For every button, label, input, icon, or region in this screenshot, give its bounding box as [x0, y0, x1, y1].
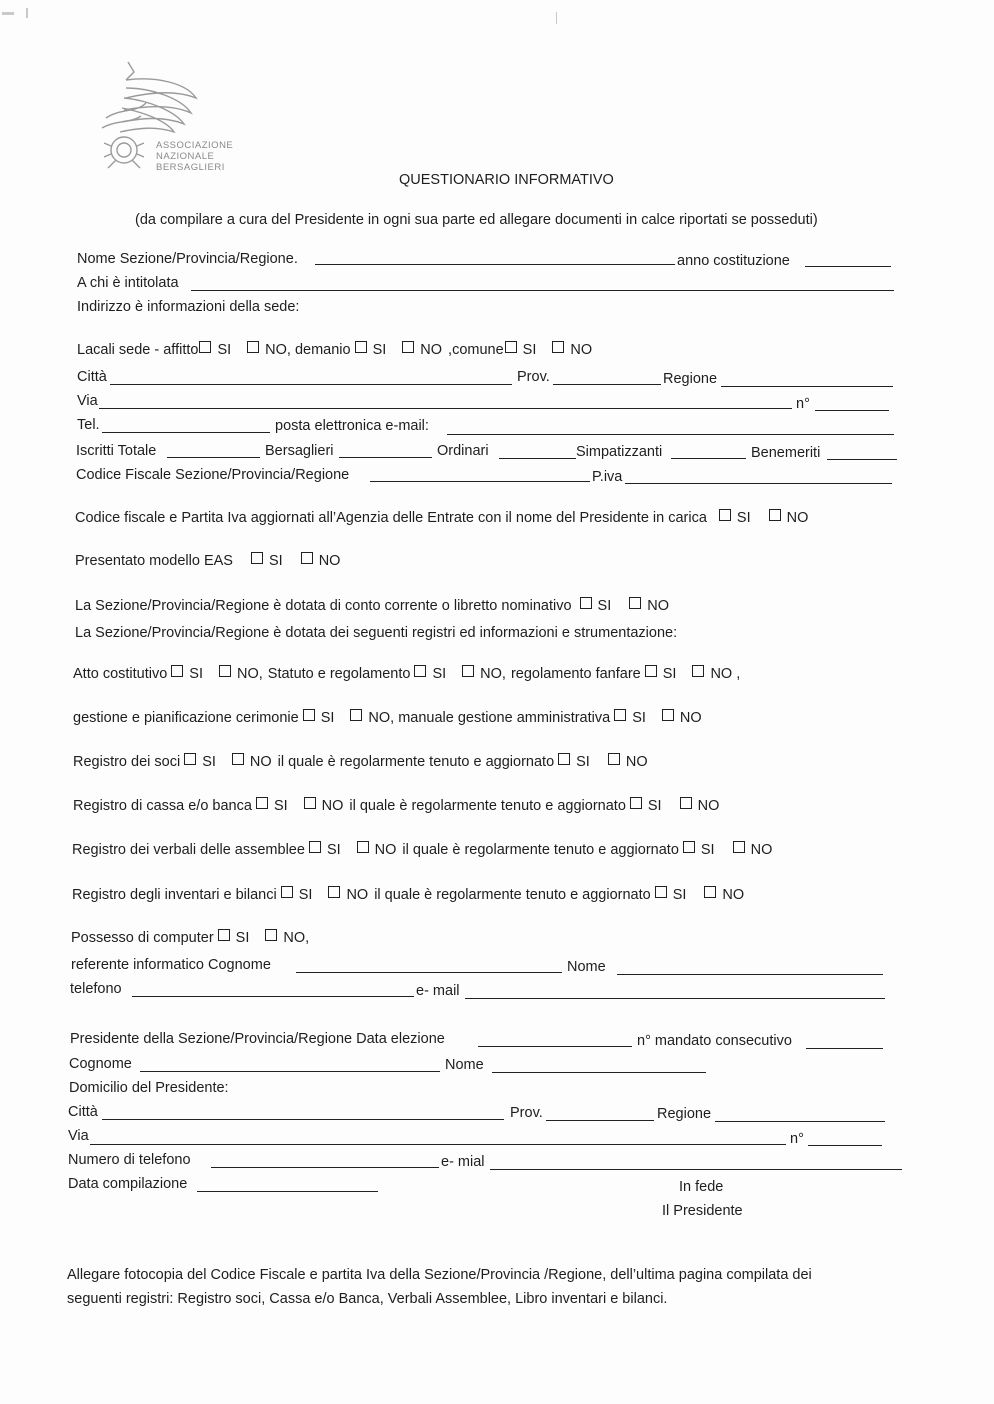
field-bersaglieri[interactable]	[339, 457, 432, 458]
form-subtitle: (da compilare a cura del Presidente in ogni sua parte ed allegare documenti in calce riportati se posseduti)	[135, 212, 818, 228]
field-presidente-prov[interactable]	[546, 1120, 654, 1121]
field-numero[interactable]	[815, 410, 889, 411]
label-anno-costituzione: anno costituzione	[677, 253, 790, 269]
label-registro-soci: Registro dei soci	[73, 754, 181, 770]
field-presidente-via[interactable]	[90, 1144, 786, 1145]
field-prov[interactable]	[553, 384, 661, 385]
checkbox-manuale-si[interactable]	[614, 709, 626, 721]
option-si: SI	[298, 887, 313, 903]
checkbox-inventari-tenuto-si[interactable]	[655, 886, 667, 898]
row-aggiornati	[75, 509, 808, 527]
option-no: NO	[570, 342, 593, 358]
label-aggiornati: Codice fiscale e Partita Iva aggiornati all’Agenzia delle Entrate con il nome del Presidente in carica	[75, 510, 707, 526]
checkbox-eas-si[interactable]	[251, 552, 263, 564]
option-no: NO	[697, 798, 720, 814]
label-demanio: , demanio	[286, 342, 351, 358]
label-data-compilazione: Data compilazione	[68, 1176, 188, 1192]
label-numero: n°	[796, 396, 810, 412]
option-si: SI	[522, 342, 537, 358]
option-si: SI	[326, 842, 341, 858]
label-ordinari: Ordinari	[437, 443, 489, 459]
option-no: NO	[346, 887, 369, 903]
field-intitolata[interactable]	[191, 290, 894, 291]
field-presidente-cognome[interactable]	[140, 1071, 440, 1072]
label-simpatizzanti: Simpatizzanti	[576, 444, 663, 460]
field-anno-costituzione[interactable]	[805, 266, 891, 267]
label-eas: Presentato modello EAS	[75, 553, 233, 569]
checkbox-atto-si[interactable]	[171, 665, 183, 677]
label-email2: e- mial	[441, 1154, 485, 1170]
option-si: SI	[273, 798, 288, 814]
label-computer: Possesso di computer	[71, 930, 214, 946]
option-no: NO	[265, 342, 287, 358]
option-no: NO	[750, 842, 773, 858]
option-no-comma: NO,	[480, 666, 506, 682]
form-title: QUESTIONARIO INFORMATIVO	[399, 172, 614, 188]
label-conto-corrente: La Sezione/Provincia/Regione è dotata di conto corrente o libretto nominativo	[75, 598, 572, 614]
label-via: Via	[77, 393, 98, 409]
field-telefono[interactable]	[132, 996, 414, 997]
row-eas	[75, 552, 340, 570]
checkbox-inventari-si[interactable]	[281, 886, 293, 898]
logo-text	[156, 140, 233, 173]
option-si: SI	[189, 666, 203, 682]
option-no: NO	[318, 553, 341, 569]
label-email: e- mail	[416, 983, 460, 999]
label-tenuto: il quale è regolarmente tenuto e aggiornato	[374, 887, 651, 903]
option-no-comma: NO,	[283, 930, 310, 946]
option-si: SI	[672, 887, 687, 903]
option-no: NO	[368, 710, 391, 726]
label-posta: posta elettronica e-mail:	[275, 418, 429, 434]
row-registro-verbali	[72, 841, 772, 859]
checkbox-manuale-no[interactable]	[662, 709, 674, 721]
label-nome: Nome	[567, 959, 606, 975]
option-si: SI	[320, 710, 335, 726]
label-registro-cassa: Registro di cassa e/o banca	[73, 798, 252, 814]
option-no: NO	[722, 887, 745, 903]
label-presidente: Presidente della Sezione/Provincia/Regione Data elezione	[70, 1031, 445, 1047]
scan-mark	[2, 12, 14, 15]
row-cerimonie	[73, 709, 702, 727]
field-referente-nome[interactable]	[617, 974, 883, 975]
option-si: SI	[268, 553, 283, 569]
field-presidente-numero[interactable]	[808, 1145, 882, 1146]
label-nome-sezione: Nome Sezione/Provincia/Regione.	[77, 251, 298, 267]
option-no: NO	[625, 754, 648, 770]
checkbox-demanio-no[interactable]	[402, 341, 414, 353]
option-no-comma: NO,	[237, 666, 263, 682]
option-si: SI	[662, 666, 677, 682]
row-locali-sede	[77, 341, 592, 359]
label-manuale: , manuale gestione amministrativa	[390, 710, 611, 726]
label-regione: Regione	[663, 371, 718, 387]
field-tel[interactable]	[102, 432, 270, 433]
label-referente: referente informatico Cognome	[71, 957, 271, 973]
checkbox-cassa-tenuto-no[interactable]	[680, 797, 692, 809]
label-prov: Prov.	[510, 1105, 543, 1121]
checkbox-inventari-no[interactable]	[328, 886, 340, 898]
label-benemeriti: Benemeriti	[751, 445, 821, 461]
label-cerimonie: gestione e pianificazione cerimonie	[73, 710, 299, 726]
option-si: SI	[372, 342, 387, 358]
label-statuto: Statuto e regolamento	[267, 666, 411, 682]
checkbox-cassa-tenuto-si[interactable]	[630, 797, 642, 809]
scan-mark	[26, 8, 28, 18]
logo-line: ASSOCIAZIONE	[156, 140, 234, 151]
label-indirizzo: Indirizzo è informazioni della sede:	[77, 299, 300, 315]
checkbox-conto-si[interactable]	[580, 597, 592, 609]
label-prov: Prov.	[517, 369, 550, 385]
option-no: NO	[420, 342, 443, 358]
checkbox-inventari-tenuto-no[interactable]	[704, 886, 716, 898]
checkbox-statuto-si[interactable]	[414, 665, 426, 677]
label-tenuto: il quale è regolarmente tenuto e aggiornato	[349, 798, 626, 814]
label-atto: Atto costitutivo	[73, 666, 168, 682]
field-simpatizzanti[interactable]	[671, 458, 746, 459]
checkbox-verbali-tenuto-no[interactable]	[733, 841, 745, 853]
option-si: SI	[576, 754, 590, 770]
field-email[interactable]	[465, 998, 885, 999]
checkbox-cassa-si[interactable]	[256, 797, 268, 809]
label-piva: P.iva	[592, 469, 623, 485]
checkbox-verbali-si[interactable]	[309, 841, 321, 853]
checkbox-verbali-no[interactable]	[357, 841, 369, 853]
label-via: Via	[68, 1128, 89, 1144]
label-nome: Nome	[445, 1057, 484, 1073]
field-via[interactable]	[99, 408, 792, 409]
option-si: SI	[736, 510, 751, 526]
checkbox-soci-si[interactable]	[184, 753, 196, 765]
checkbox-aggiornati-si[interactable]	[719, 509, 731, 521]
checkbox-affitto-no[interactable]	[247, 341, 259, 353]
field-presidente-nome[interactable]	[492, 1072, 706, 1073]
field-benemeriti[interactable]	[827, 459, 897, 460]
label-regione: Regione	[657, 1106, 712, 1122]
association-logo	[96, 58, 246, 183]
field-numero-telefono[interactable]	[211, 1167, 439, 1168]
option-si: SI	[432, 666, 447, 682]
label-registro-verbali: Registro dei verbali delle assemblee	[72, 842, 305, 858]
field-regione[interactable]	[721, 386, 893, 387]
checkbox-comune-no[interactable]	[552, 341, 564, 353]
label-registro-inventari: Registro degli inventari e bilanci	[72, 887, 277, 903]
label-tel: Tel.	[77, 417, 100, 433]
label-citta: Città	[77, 369, 107, 385]
label-bersaglieri: Bersaglieri	[265, 443, 334, 459]
checkbox-comune-si[interactable]	[505, 341, 517, 353]
option-no-space-comma: NO ,	[710, 666, 741, 682]
field-data-compilazione[interactable]	[197, 1191, 378, 1192]
option-si: SI	[235, 930, 250, 946]
scan-mark	[556, 12, 557, 24]
option-no: NO	[321, 798, 344, 814]
checkbox-cassa-no[interactable]	[304, 797, 316, 809]
checkbox-eas-no[interactable]	[301, 552, 313, 564]
field-piva[interactable]	[625, 483, 892, 484]
row-registro-inventari	[72, 886, 744, 904]
field-presidente-email[interactable]	[490, 1169, 902, 1170]
checkbox-computer-no[interactable]	[265, 929, 277, 941]
checkbox-soci-no[interactable]	[232, 753, 244, 765]
label-locali-sede: Lacali sede - affitto	[77, 342, 199, 358]
label-citta: Città	[68, 1104, 98, 1120]
option-si: SI	[700, 842, 715, 858]
label-domicilio: Domicilio del Presidente:	[69, 1080, 229, 1096]
label-intitolata: A chi è intitolata	[77, 275, 179, 291]
field-data-elezione[interactable]	[478, 1046, 632, 1047]
checkbox-fanfare-no[interactable]	[692, 665, 704, 677]
label-tenuto: il quale è regolarmente tenuto e aggiornato	[402, 842, 679, 858]
checkbox-statuto-no[interactable]	[462, 665, 474, 677]
field-ordinari[interactable]	[499, 458, 576, 459]
option-no: NO	[374, 842, 397, 858]
option-si: SI	[647, 798, 662, 814]
option-no: NO	[679, 710, 702, 726]
logo-line: BERSAGLIERI	[156, 162, 225, 173]
footer-note-line2: seguenti registri: Registro soci, Cassa e/o Banca, Verbali Assemblee, Libro inventari e bilanci.	[67, 1291, 668, 1307]
field-referente-cognome[interactable]	[296, 972, 562, 973]
option-si: SI	[597, 598, 612, 614]
checkbox-computer-si[interactable]	[218, 929, 230, 941]
checkbox-conto-no[interactable]	[629, 597, 641, 609]
label-fanfare: regolamento fanfare	[510, 666, 641, 682]
checkbox-soci-tenuto-si[interactable]	[558, 753, 570, 765]
label-il-presidente: Il Presidente	[662, 1203, 743, 1219]
row-registro-soci	[73, 753, 648, 771]
option-si: SI	[632, 710, 646, 726]
checkbox-cerimonie-no[interactable]	[350, 709, 362, 721]
label-iscritti-totale: Iscritti Totale	[76, 443, 157, 459]
field-iscritti-totale[interactable]	[167, 457, 260, 458]
option-no: NO	[647, 598, 669, 614]
field-mandato[interactable]	[806, 1048, 883, 1049]
footer-note-line1: Allegare fotocopia del Codice Fiscale e partita Iva della Sezione/Provincia /Regione, dell’ultima pagina compilata dei	[67, 1267, 812, 1283]
checkbox-demanio-si[interactable]	[355, 341, 367, 353]
label-numero: n°	[790, 1131, 804, 1147]
label-registri-intro: La Sezione/Provincia/Regione è dotata dei seguenti registri ed informazioni e strumentazione:	[75, 625, 678, 641]
label-mandato: n° mandato consecutivo	[637, 1033, 792, 1049]
field-posta[interactable]	[447, 434, 894, 435]
logo-line: NAZIONALE	[156, 151, 215, 162]
row-registro-cassa	[73, 797, 719, 815]
label-numero-telefono: Numero di telefono	[68, 1152, 191, 1168]
label-comune: ,comune	[448, 342, 504, 358]
label-tenuto: il quale è regolarmente tenuto e aggiornato	[277, 754, 555, 770]
checkbox-atto-no[interactable]	[219, 665, 231, 677]
field-codice-fiscale[interactable]	[370, 481, 590, 482]
row-computer	[71, 929, 309, 947]
checkbox-cerimonie-si[interactable]	[303, 709, 315, 721]
row-conto-corrente	[75, 597, 669, 615]
option-si: SI	[217, 342, 232, 358]
row-atto	[73, 665, 740, 683]
option-no: NO	[249, 754, 272, 770]
label-in-fede: In fede	[679, 1179, 724, 1195]
checkbox-verbali-tenuto-si[interactable]	[683, 841, 695, 853]
checkbox-fanfare-si[interactable]	[645, 665, 657, 677]
field-citta[interactable]	[110, 384, 512, 385]
field-presidente-citta[interactable]	[102, 1119, 504, 1120]
checkbox-aggiornati-no[interactable]	[769, 509, 781, 521]
label-codice-fiscale: Codice Fiscale Sezione/Provincia/Regione	[76, 467, 350, 483]
label-cognome: Cognome	[69, 1056, 132, 1072]
checkbox-soci-tenuto-no[interactable]	[608, 753, 620, 765]
label-telefono: telefono	[70, 981, 122, 997]
option-si: SI	[202, 754, 216, 770]
field-nome-sezione[interactable]	[315, 264, 675, 265]
checkbox-affitto-si[interactable]	[199, 341, 211, 353]
field-presidente-regione[interactable]	[715, 1121, 885, 1122]
option-no: NO	[786, 510, 809, 526]
